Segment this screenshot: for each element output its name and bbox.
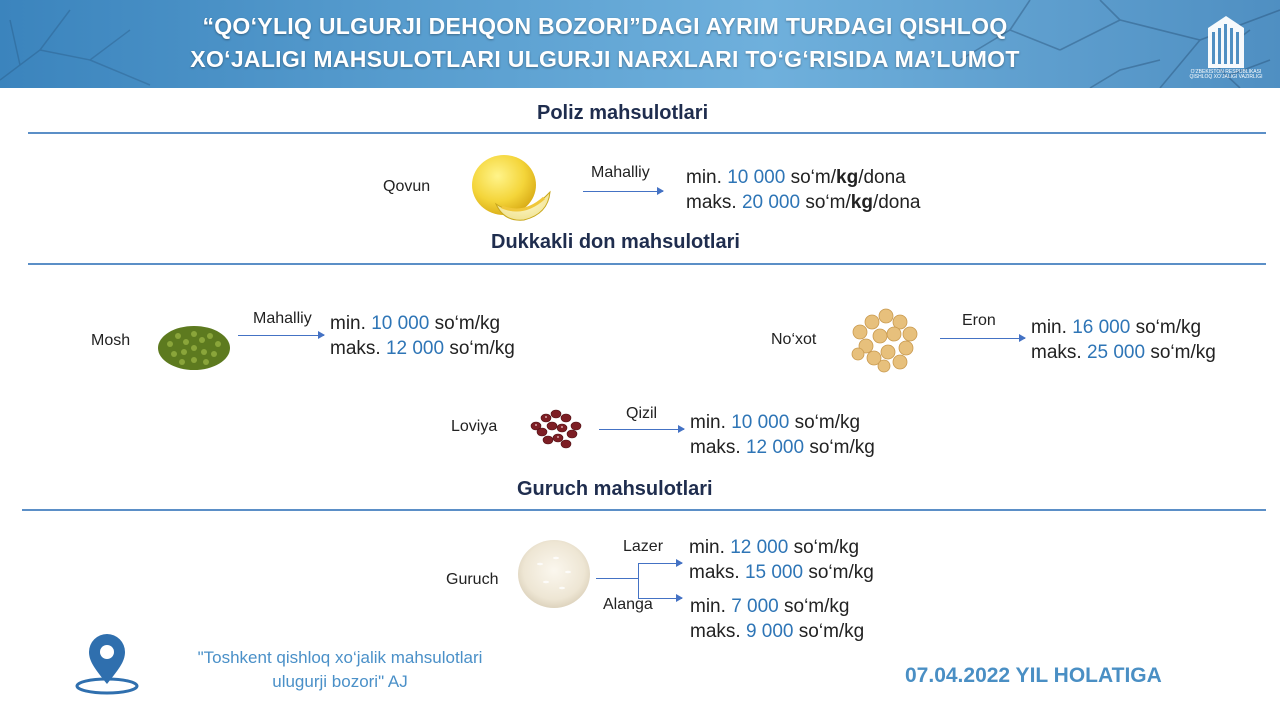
price-min-row: min. 7 000 so‘m/kg bbox=[690, 596, 850, 617]
section-divider bbox=[28, 263, 1266, 265]
origin-loviya: Qizil bbox=[626, 405, 658, 422]
price-max-row: maks. 15 000 so‘m/kg bbox=[689, 562, 874, 583]
price-guruch-alanga bbox=[690, 594, 864, 644]
price-mosh bbox=[330, 311, 515, 361]
origin-mosh: Mahalliy bbox=[253, 310, 312, 327]
page-title-line-2: XO‘JALIGI MAHSULOTLARI ULGURJI NARXLARI TO‘G‘RISIDA MA’LUMOT bbox=[190, 46, 1020, 72]
source-line-1: "Toshkent qishloq xo‘jalik mahsulotlari bbox=[197, 648, 483, 667]
price-min-row: min. 10 000 so‘m/kg/dona bbox=[686, 167, 906, 188]
price-min-value: 10 000 bbox=[371, 313, 430, 334]
price-guruch-lazer bbox=[689, 535, 874, 585]
price-max-value: 12 000 bbox=[385, 338, 445, 359]
header-banner bbox=[0, 0, 1280, 88]
price-max-row: maks. 12 000 so‘m/kg bbox=[330, 338, 515, 359]
price-max-value: 15 000 bbox=[744, 562, 804, 583]
connector-line bbox=[638, 563, 639, 598]
price-qovun bbox=[686, 165, 921, 215]
origin-noxot: Eron bbox=[962, 312, 996, 329]
product-name-mosh: Mosh bbox=[91, 332, 131, 349]
price-max-value: 12 000 bbox=[745, 437, 805, 458]
section-divider bbox=[22, 509, 1266, 511]
price-min-value: 12 000 bbox=[730, 537, 789, 558]
origin-qovun: Mahalliy bbox=[591, 164, 650, 181]
location-pin-icon bbox=[72, 632, 142, 696]
product-name-qovun: Qovun bbox=[383, 178, 431, 195]
price-max-row: maks. 9 000 so‘m/kg bbox=[690, 621, 865, 642]
arrow-lazer bbox=[638, 563, 682, 564]
rice-image bbox=[516, 538, 592, 610]
price-min-value: 10 000 bbox=[731, 412, 790, 433]
product-name-guruch: Guruch bbox=[446, 571, 499, 588]
page-title-line-1: “QO‘YLIQ ULGURJI DEHQON BOZORI”DAGI AYRIM TURDAGI QISHLOQ bbox=[202, 13, 1008, 39]
price-min-row: min. 10 000 so‘m/kg bbox=[690, 412, 861, 433]
source-line-2: ulugurji bozori" AJ bbox=[272, 672, 408, 691]
chickpea-image bbox=[846, 302, 922, 376]
logo-caption: O‘ZBEKISTON RESPUBLIKASI QISHLOQ XO‘JALIGI VAZIRLIGI bbox=[1189, 69, 1263, 80]
price-max-value: 25 000 bbox=[1086, 342, 1146, 363]
product-name-loviya: Loviya bbox=[451, 418, 498, 435]
report-date: 07.04.2022 YIL HOLATIGA bbox=[905, 664, 1162, 687]
price-max-row: maks. 25 000 so‘m/kg bbox=[1031, 342, 1216, 363]
section-title-guruch: Guruch mahsulotlari bbox=[517, 478, 713, 500]
price-max-value: 20 000 bbox=[741, 192, 801, 213]
source-organization bbox=[150, 646, 530, 694]
price-loviya bbox=[690, 410, 875, 460]
connector-line bbox=[596, 578, 638, 579]
section-title-poliz: Poliz mahsulotlari bbox=[537, 102, 709, 124]
price-max-value: 9 000 bbox=[745, 621, 794, 642]
price-min-value: 16 000 bbox=[1072, 317, 1131, 338]
origin-lazer: Lazer bbox=[623, 538, 664, 555]
price-min-row: min. 10 000 so‘m/kg bbox=[330, 313, 501, 334]
price-noxot bbox=[1031, 315, 1216, 365]
origin-alanga: Alanga bbox=[603, 596, 653, 613]
arrow-loviya bbox=[599, 429, 684, 430]
price-max-row: maks. 20 000 so‘m/kg/dona bbox=[686, 192, 921, 213]
price-min-row: min. 16 000 so‘m/kg bbox=[1031, 317, 1202, 338]
arrow-mosh bbox=[238, 335, 324, 336]
arrow-qovun bbox=[583, 191, 663, 192]
red-bean-image bbox=[524, 402, 588, 452]
section-divider bbox=[28, 132, 1266, 134]
product-name-noxot: No‘xot bbox=[771, 331, 817, 348]
price-min-value: 7 000 bbox=[731, 596, 779, 617]
melon-image bbox=[468, 152, 554, 222]
arrow-noxot bbox=[940, 338, 1025, 339]
price-max-row: maks. 12 000 so‘m/kg bbox=[690, 437, 875, 458]
mung-bean-image bbox=[156, 318, 232, 372]
price-min-row: min. 12 000 so‘m/kg bbox=[689, 537, 860, 558]
price-min-value: 10 000 bbox=[727, 167, 786, 188]
section-title-dukkakli: Dukkakli don mahsulotlari bbox=[491, 231, 740, 253]
